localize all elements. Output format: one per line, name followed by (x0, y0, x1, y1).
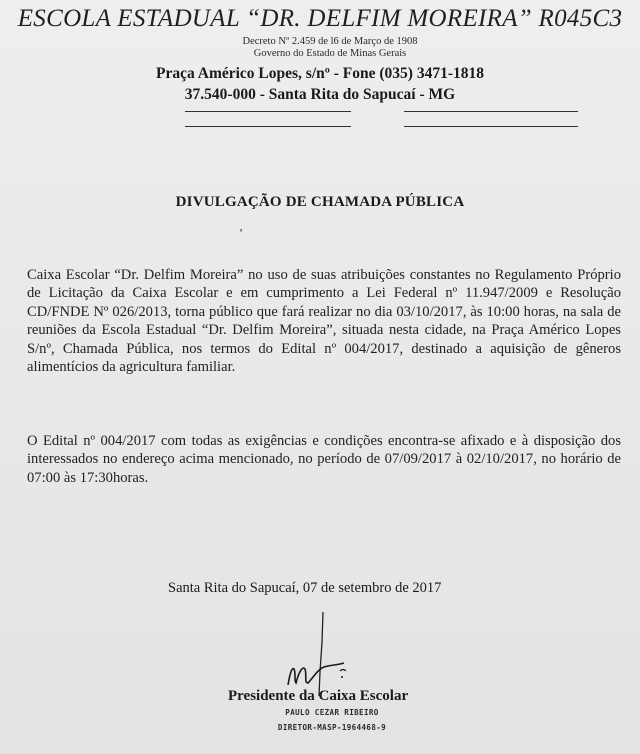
handwritten-signature (280, 645, 370, 693)
signatory-title: Presidente da Caixa Escolar (228, 688, 409, 704)
address-line: Praça Américo Lopes, s/nº - Fone (035) 3471-1818 (156, 65, 484, 82)
paragraph-announcement: Caixa Escolar “Dr. Delfim Moreira” no uso de suas atribuições constantes no Regulamento Próprio de Licitação da Caixa Escolar e em cumprimento a Lei Federal nº 11.947/2009 e Resolução CD/FNDE Nº 026/2013, torna público que fará realizar no dia 03/10/2017, às 10:00 horas, na sala de reuniões da Escola Estadual “Dr. Delfim Moreira”, situada nesta cidade, na Praça Américo Lopes S/nº, Chamada Pública, nos termos do Edital nº 004/2017, destinado a aquisição de gêneros alimentícios da agricultura familiar. (27, 267, 621, 376)
decree-line: Decreto Nº 2.459 de l6 de Março de 1908 (242, 36, 418, 47)
government-line: Governo do Estado de Minas Gerais (253, 48, 407, 59)
place-and-date: Santa Rita do Sapucaí, 07 de setembro de 2017 (168, 580, 442, 596)
school-name: ESCOLA ESTADUAL “DR. DELFIM MOREIRA” R045C3 (17, 5, 623, 32)
decree-block (200, 36, 460, 60)
paragraph-availability: O Edital nº 004/2017 com todas as exigências e condições encontra-se afixado e à disposição dos interessados no endereço acima mencionado, no período de 07/09/2017 à 02/10/2017, no horário de 07:00 às 17:30horas. (27, 433, 621, 486)
ink-mark: ʼ (239, 226, 243, 240)
stamp-name: PAULO CEZAR RIBEIRO (285, 708, 379, 717)
header-rule-right-2 (404, 126, 578, 127)
header-rule-left-2 (185, 126, 351, 127)
header-rule-left-1 (185, 111, 351, 112)
stamp-id: DIRETOR-MASP-1964468-9 (277, 723, 387, 732)
document-title: DIVULGAÇÃO DE CHAMADA PÚBLICA (175, 194, 465, 210)
postal-city-line: 37.540-000 - Santa Rita do Sapucaí - MG (184, 86, 456, 103)
header-rule-right-1 (404, 111, 578, 112)
address-block (0, 63, 640, 105)
